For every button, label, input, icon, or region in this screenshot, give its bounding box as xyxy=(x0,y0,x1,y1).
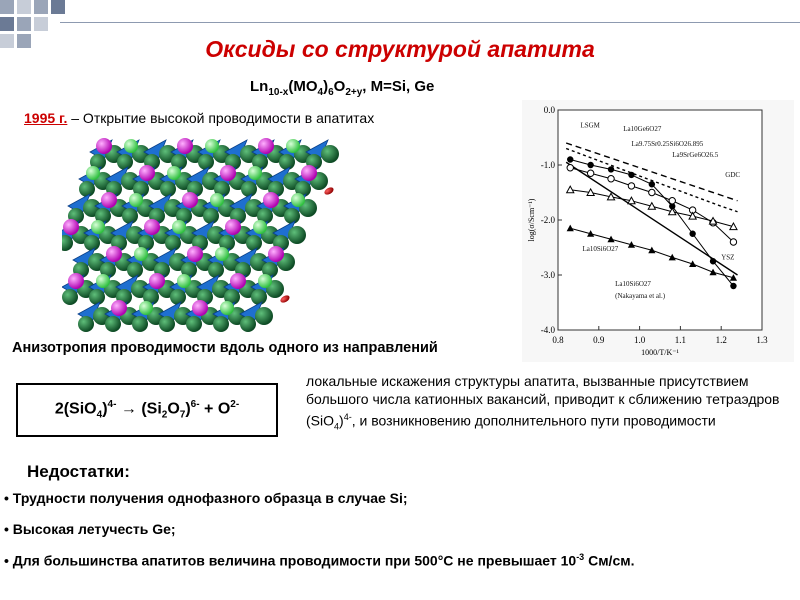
chart-annotation: LSGM xyxy=(580,121,600,130)
data-point xyxy=(669,198,675,204)
cation-atom xyxy=(91,220,105,234)
data-point xyxy=(730,283,736,289)
y-axis-label: log(σ/Scm⁻¹) xyxy=(527,198,536,242)
lanthanum-atom xyxy=(63,219,79,235)
oxygen-atom xyxy=(284,208,300,224)
data-point xyxy=(567,156,573,162)
cation-atom xyxy=(177,274,191,288)
y-tick-label: 0.0 xyxy=(543,105,555,115)
oxygen-atom xyxy=(122,208,138,224)
x-tick-label: 1.0 xyxy=(633,335,646,345)
oxygen-atom xyxy=(246,235,262,251)
slide-title: Оксиды со структурой апатита xyxy=(205,36,595,62)
cation-atom xyxy=(172,220,186,234)
discovery-line xyxy=(24,110,374,126)
chart-annotation: La9SrGe6O26.5 xyxy=(672,150,719,159)
chart-annotation: La10Ge6O27 xyxy=(623,124,662,133)
cation-atom xyxy=(96,274,110,288)
x-axis-label: 1000/T/K⁻¹ xyxy=(641,348,679,357)
oxygen-atom xyxy=(132,316,148,332)
oxygen-atom xyxy=(79,181,95,197)
x-tick-label: 1.2 xyxy=(715,335,727,345)
oxygen-atom xyxy=(159,316,175,332)
list-item: • Для большинства апатитов величина проводимости при 500°C не превышает $10^{-3}$ См/см. xyxy=(4,552,635,569)
x-tick-label: 1.1 xyxy=(674,335,687,345)
data-point xyxy=(628,183,634,189)
reaction-equation-box xyxy=(16,383,278,437)
cation-atom xyxy=(248,166,262,180)
lanthanum-atom xyxy=(149,273,165,289)
lanthanum-atom xyxy=(182,192,198,208)
chart-annotation: (Nakayama et al.) xyxy=(615,292,666,301)
apatite-structure-image xyxy=(62,132,358,332)
lanthanum-atom xyxy=(106,246,122,262)
oxygen-atom xyxy=(279,154,295,170)
lanthanum-atom xyxy=(263,192,279,208)
oxygen-atom xyxy=(78,316,94,332)
oxygen-atom xyxy=(208,262,224,278)
lanthanum-atom xyxy=(258,138,274,154)
conductivity-chart xyxy=(522,100,794,362)
y-tick-label: -2.0 xyxy=(540,215,555,225)
lanthanum-atom xyxy=(301,165,317,181)
oxygen-atom xyxy=(321,145,339,163)
cation-atom xyxy=(205,139,219,153)
oxygen-atom xyxy=(105,316,121,332)
x-tick-label: 0.8 xyxy=(552,335,564,345)
general-formula: $Ln_{10-x}(MO_4)_6O_{2+y}$, M=Si, Ge xyxy=(250,78,435,98)
cation-atom xyxy=(210,193,224,207)
cation-atom xyxy=(286,139,300,153)
chart-annotation: La10Si6O27 xyxy=(615,280,651,288)
lanthanum-atom xyxy=(139,165,155,181)
lanthanum-atom xyxy=(187,246,203,262)
data-point xyxy=(649,181,655,187)
cation-atom xyxy=(215,247,229,261)
data-point xyxy=(710,258,716,264)
oxygen-atom xyxy=(240,316,256,332)
oxygen-atom xyxy=(62,289,78,305)
cation-atom xyxy=(124,139,138,153)
drawbacks-heading: Недостатки: xyxy=(27,462,130,481)
x-tick-label: 1.3 xyxy=(756,335,768,345)
oxygen-atom xyxy=(203,208,219,224)
oxygen-atom xyxy=(84,235,100,251)
lanthanum-atom xyxy=(101,192,117,208)
data-point xyxy=(587,162,593,168)
oxygen-atom xyxy=(165,235,181,251)
oxygen-atom xyxy=(186,316,202,332)
lanthanum-atom xyxy=(111,300,127,316)
oxygen-atom xyxy=(198,154,214,170)
data-point xyxy=(587,170,593,176)
data-point xyxy=(608,176,614,182)
cation-atom xyxy=(253,220,267,234)
chart-annotation: YSZ xyxy=(721,253,735,262)
list-item: • Высокая летучесть Ge; xyxy=(4,521,176,537)
chart-annotation: La9.75Sr0.25Si6O26.895 xyxy=(631,139,704,148)
data-point xyxy=(608,166,614,172)
discovery-text: – Открытие высокой проводимости в апатитах xyxy=(67,110,375,126)
lanthanum-atom xyxy=(220,165,236,181)
y-tick-label: -4.0 xyxy=(540,325,555,335)
local-distortion-text: локальные искажения структуры апатита, вызванные присутствием большого числа катионных вакансий, приводит к сближению тетраэдров $(SiO_4)^{4-}$, и возникновению дополнительного пути проводимости xyxy=(306,373,780,432)
cation-atom xyxy=(129,193,143,207)
oxygen-atom xyxy=(127,262,143,278)
chart-annotation: GDC xyxy=(725,171,741,180)
cation-atom xyxy=(258,274,272,288)
cation-atom xyxy=(86,166,100,180)
lanthanum-atom xyxy=(144,219,160,235)
lanthanum-atom xyxy=(192,300,208,316)
anisotropy-caption: Анизотропия проводимости вдоль одного из направлений xyxy=(12,340,438,356)
discovery-year: 1995 г. xyxy=(24,110,68,126)
data-point xyxy=(730,239,736,245)
data-point xyxy=(567,165,573,171)
lanthanum-atom xyxy=(230,273,246,289)
header-rule xyxy=(60,22,800,23)
oxygen-atom xyxy=(170,289,186,305)
oxygen-atom xyxy=(160,181,176,197)
cation-atom xyxy=(139,301,153,315)
lanthanum-atom xyxy=(225,219,241,235)
data-point xyxy=(649,189,655,195)
list-item: • Трудности получения однофазного образца в случае Si; xyxy=(4,490,408,506)
cation-atom xyxy=(220,301,234,315)
x-tick-label: 0.9 xyxy=(593,335,605,345)
oxygen-atom xyxy=(241,181,257,197)
reaction-equation: $2(SiO_4)^{4-} \to (Si_2O_7)^{6-} + O^{2-}$ xyxy=(54,399,240,421)
cation-atom xyxy=(291,193,305,207)
data-point xyxy=(628,172,634,178)
oxygen-atom xyxy=(117,154,133,170)
oxygen-atom xyxy=(213,316,229,332)
y-tick-label: -3.0 xyxy=(540,270,555,280)
cation-atom xyxy=(134,247,148,261)
oxygen-atom xyxy=(288,226,306,244)
data-point xyxy=(689,231,695,237)
cation-atom xyxy=(167,166,181,180)
lanthanum-atom xyxy=(268,246,284,262)
lanthanum-atom xyxy=(177,138,193,154)
oxygen-atom xyxy=(251,289,267,305)
chart-annotation: La10Si6O27 xyxy=(582,244,619,253)
oxygen-atom xyxy=(255,307,273,325)
oxygen-atom xyxy=(89,289,105,305)
lanthanum-atom xyxy=(96,138,112,154)
lanthanum-atom xyxy=(68,273,84,289)
y-tick-label: -1.0 xyxy=(540,160,555,170)
